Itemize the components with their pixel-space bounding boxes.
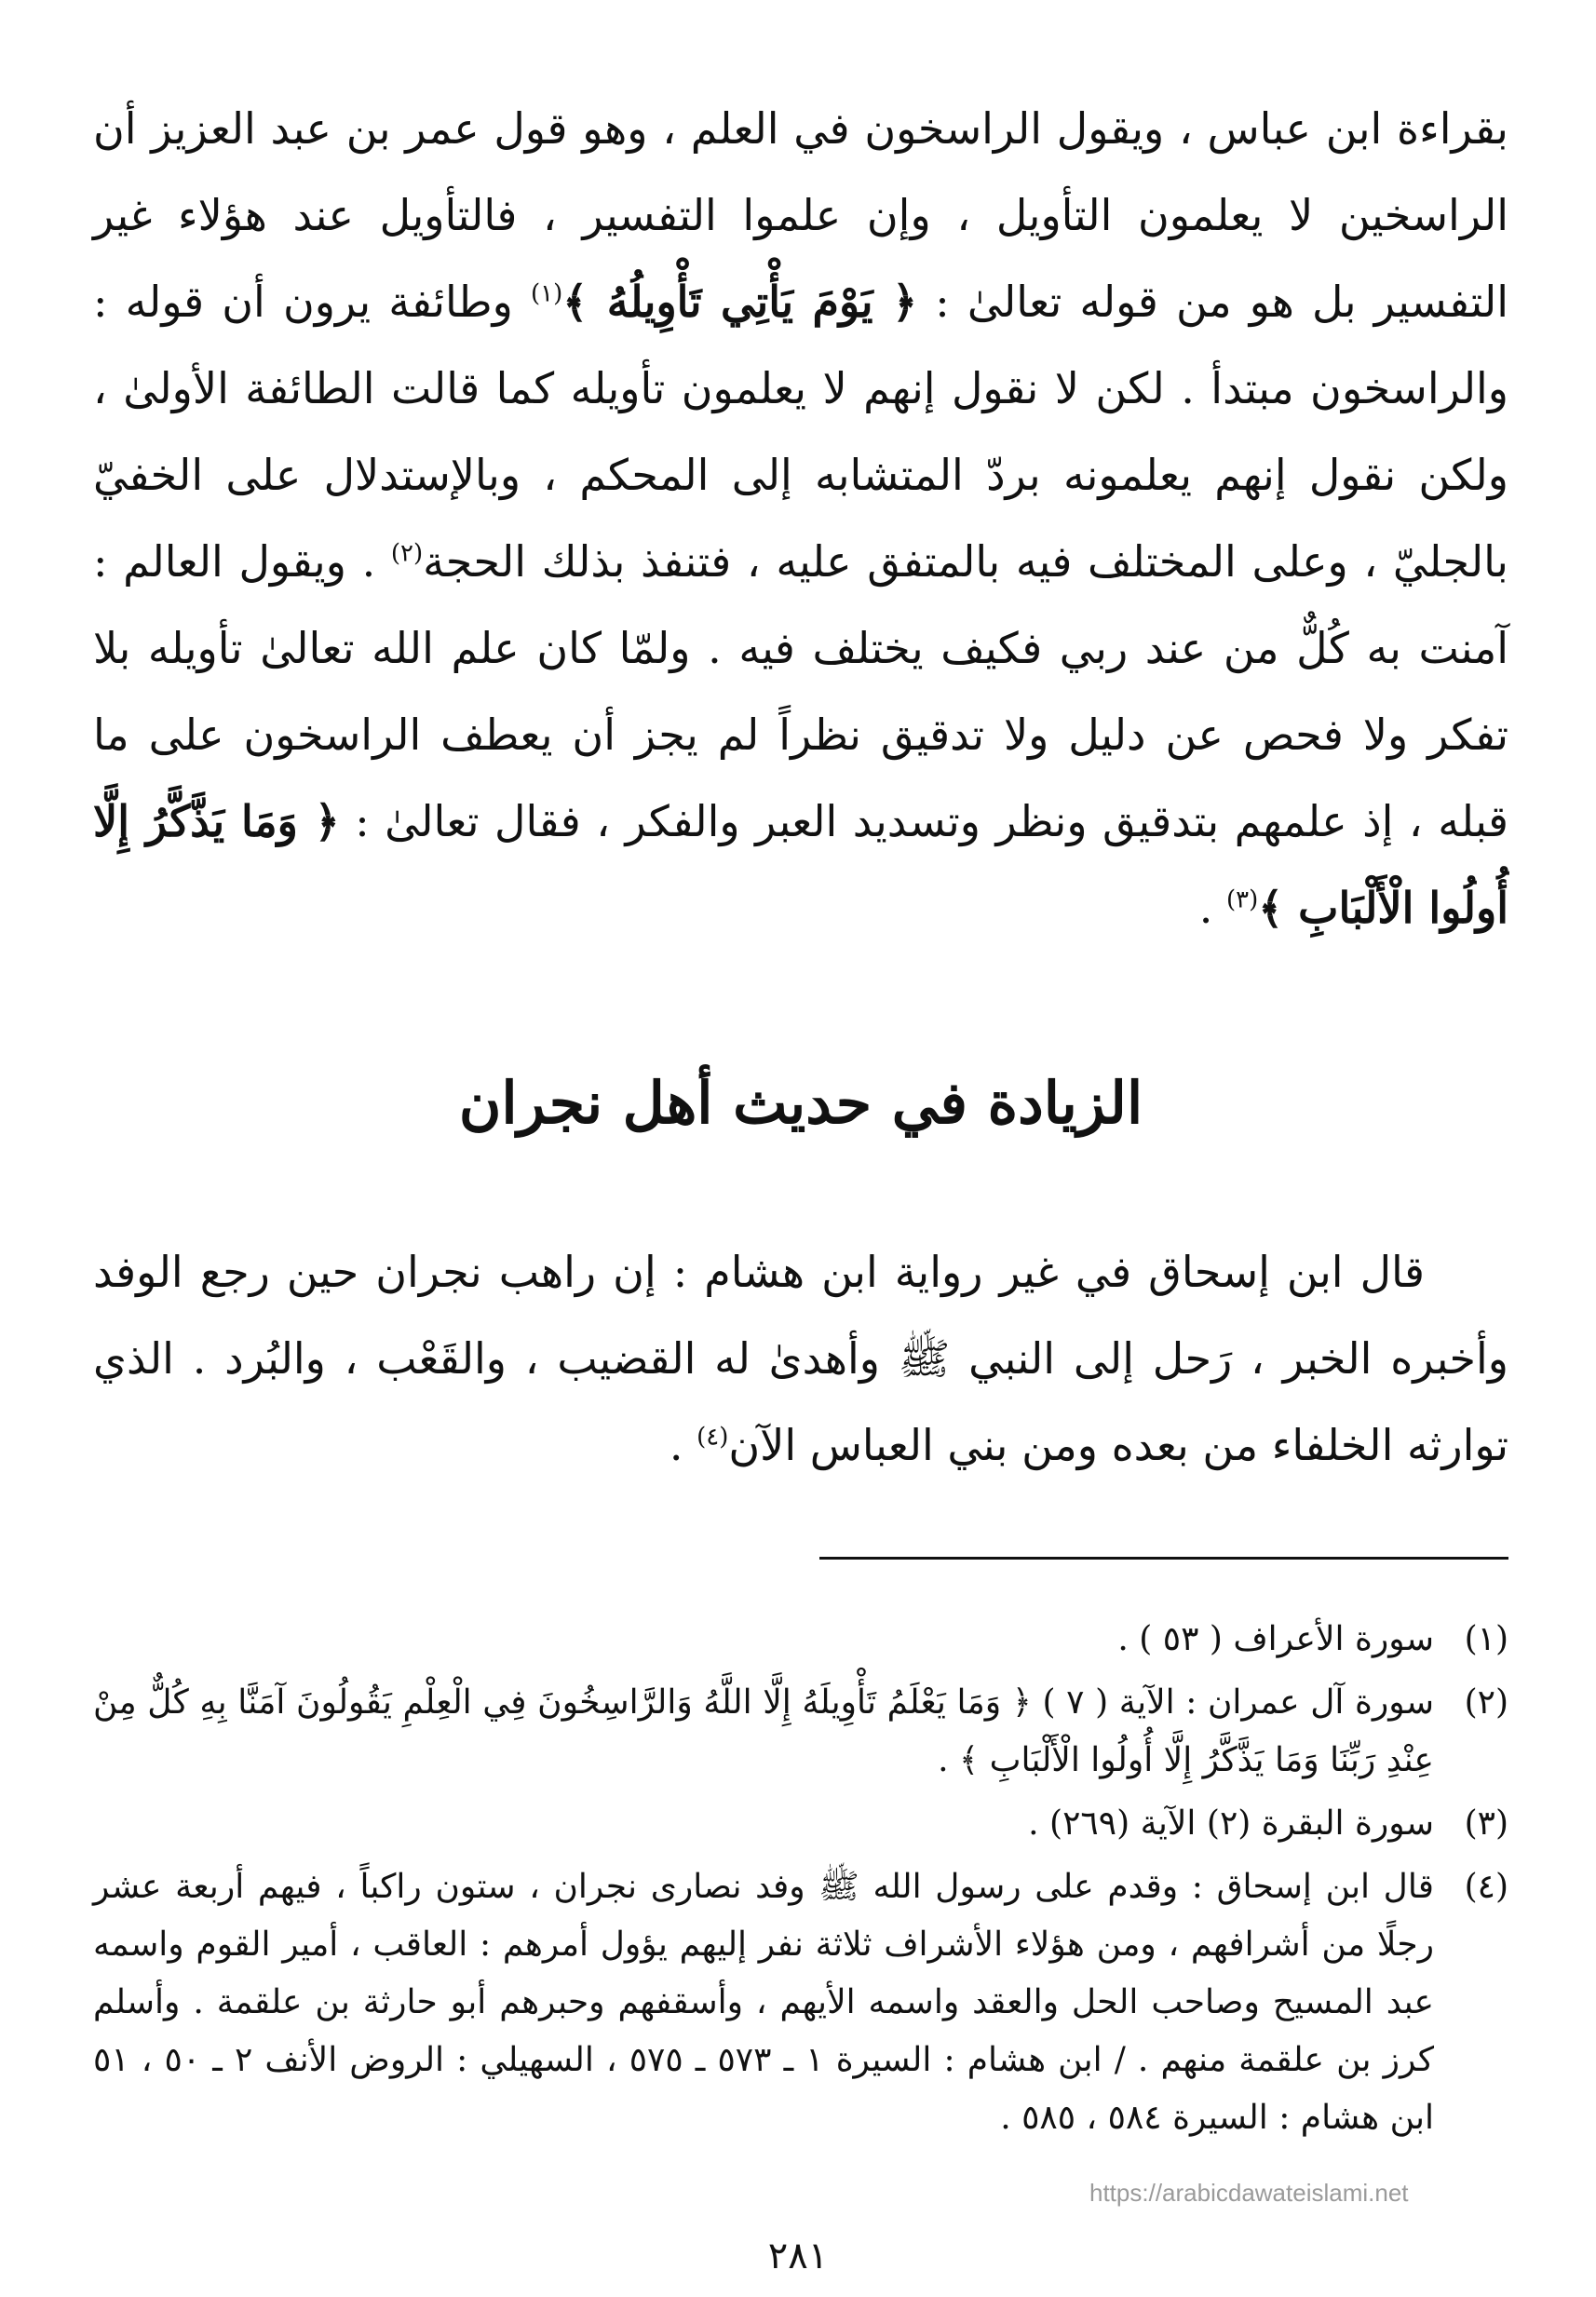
main-paragraph-text (93, 86, 1508, 952)
footnote-text: قال ابن إسحاق : وقدم على رسول الله ﷺ وفد نصارى نجران ، ستون راكباً ، فيهم أربعة عشر رجلًا من أشرافهم ، ومن هؤلاء الأشراف ثلاثة نفر إليهم يؤول أمرهم : العاقب ، أمير القوم واسمه عبد المسيح وصاحب الحل والعقد واسمه الأيهم ، وأسقفهم وحبرهم أبو حارثة بن علقمة . وأسلم كرز بن علقمة منهم . / ابن هشام : السيرة ١ ـ ٥٧٣ ـ ٥٧٥ ، السهيلي : الروض الأنف ٢ ـ ٥٠ ، ٥١ ابن هشام : السيرة ٥٨٤ ، ٥٨٥ . (93, 1868, 1435, 2137)
footnotes-list (93, 1611, 1508, 2153)
footnote-item (93, 1611, 1508, 1669)
footnote-ref-2[interactable]: (٢) (390, 539, 424, 568)
footnote-ref-4[interactable]: (٤) (697, 1423, 729, 1452)
text-segment-end: . (1198, 883, 1226, 933)
footnote-divider (819, 1557, 1508, 1560)
quran-verse-2: ﴿ وَمَا يَذَّكَّرُ إِلَّا أُولُوا الْأَلْبَابِ ﴾ (93, 796, 1508, 933)
footnote-item (93, 1795, 1508, 1853)
watermark-url: https://arabicdawateislami.net (1089, 2179, 1409, 2207)
main-paragraph (93, 86, 1508, 952)
text-segment-3: . ويقول العالم : آمنت به كُلٌّ من عند ربي فكيف يختلف فيه . ولمّا كان علم الله تعالىٰ تأويله بلا تفكر ولا فحص عن دليل ولا تدقيق نظراً لم يجز أن يعطف الراسخون على ما قبله ، إذ علمهم بتدقيق ونظر وتسديد العبر والفكر ، فقال تعالىٰ : (93, 536, 1509, 846)
section-title: الزيادة في حديث أهل نجران (458, 1069, 1143, 1137)
section-paragraph-text (93, 1229, 1508, 1489)
section-text-end: . (669, 1420, 697, 1470)
text-segment-1: بقراءة ابن عباس ، ويقول الراسخون في العلم ، وهو قول عمر بن عبد العزيز أن الراسخين لا يعلمون التأويل ، وإن علموا التفسير ، فالتأويل عند هؤلاء غير التفسير بل هو من قوله تعالىٰ : (93, 103, 1509, 327)
text-segment-2: وطائفة يرون أن قوله : والراسخون مبتدأ . لكن لا نقول إنهم لا يعلمون تأويله كما قالت الطائفة الأولىٰ ، ولكن نقول إنهم يعلمونه بردّ المتشابه إلى المحكم ، وبالإستدلال على الخفيّ بالجليّ ، وعلى المختلف فيه بالمتفق عليه ، فتنفذ بذلك الحجة (93, 277, 1508, 587)
footnote-number: (٢) (1464, 1683, 1508, 1722)
section-paragraph (93, 1229, 1508, 1489)
footnote-number: (٣) (1464, 1804, 1508, 1843)
page-number: ٢٨١ (767, 2235, 829, 2277)
footnote-ref-1[interactable]: (١) (531, 279, 563, 308)
section-text-segment: قال ابن إسحاق في غير رواية ابن هشام : إن راهب نجران حين رجع الوفد وأخبره الخبر ، رَحل إلى النبي ﷺ وأهدىٰ له القضيب ، والقَعْب ، والبُرد . الذي توارثه الخلفاء من بعده ومن بني العباس الآن (93, 1247, 1508, 1470)
footnote-number: (١) (1464, 1620, 1508, 1658)
footnote-item (93, 1858, 1508, 2147)
footnote-number: (٤) (1464, 1868, 1508, 1906)
footnote-text: سورة البقرة (٢) الآية (٢٦٩) . (1028, 1804, 1434, 1843)
quran-verse-1: ﴿ يَوْمَ يَأْتِي تَأْوِيلُهُ ﴾ (562, 277, 918, 327)
footnote-text: سورة آل عمران : الآية ( ٧ ) ﴿ وَمَا يَعْلَمُ تَأْوِيلَهُ إِلَّا اللَّهُ وَالرَّاسِخُونَ فِي الْعِلْمِ يَقُولُونَ آمَنَّا بِهِ كُلٌّ مِنْ عِنْدِ رَبِّنَا وَمَا يَذَّكَّرُ إِلَّا أُولُوا الْأَلْبَابِ ﴾ . (93, 1683, 1434, 1779)
footnote-ref-3[interactable]: (٣) (1225, 885, 1259, 914)
footnote-item (93, 1674, 1508, 1790)
footnote-text: سورة الأعراف ( ٥٣ ) . (1117, 1620, 1434, 1658)
